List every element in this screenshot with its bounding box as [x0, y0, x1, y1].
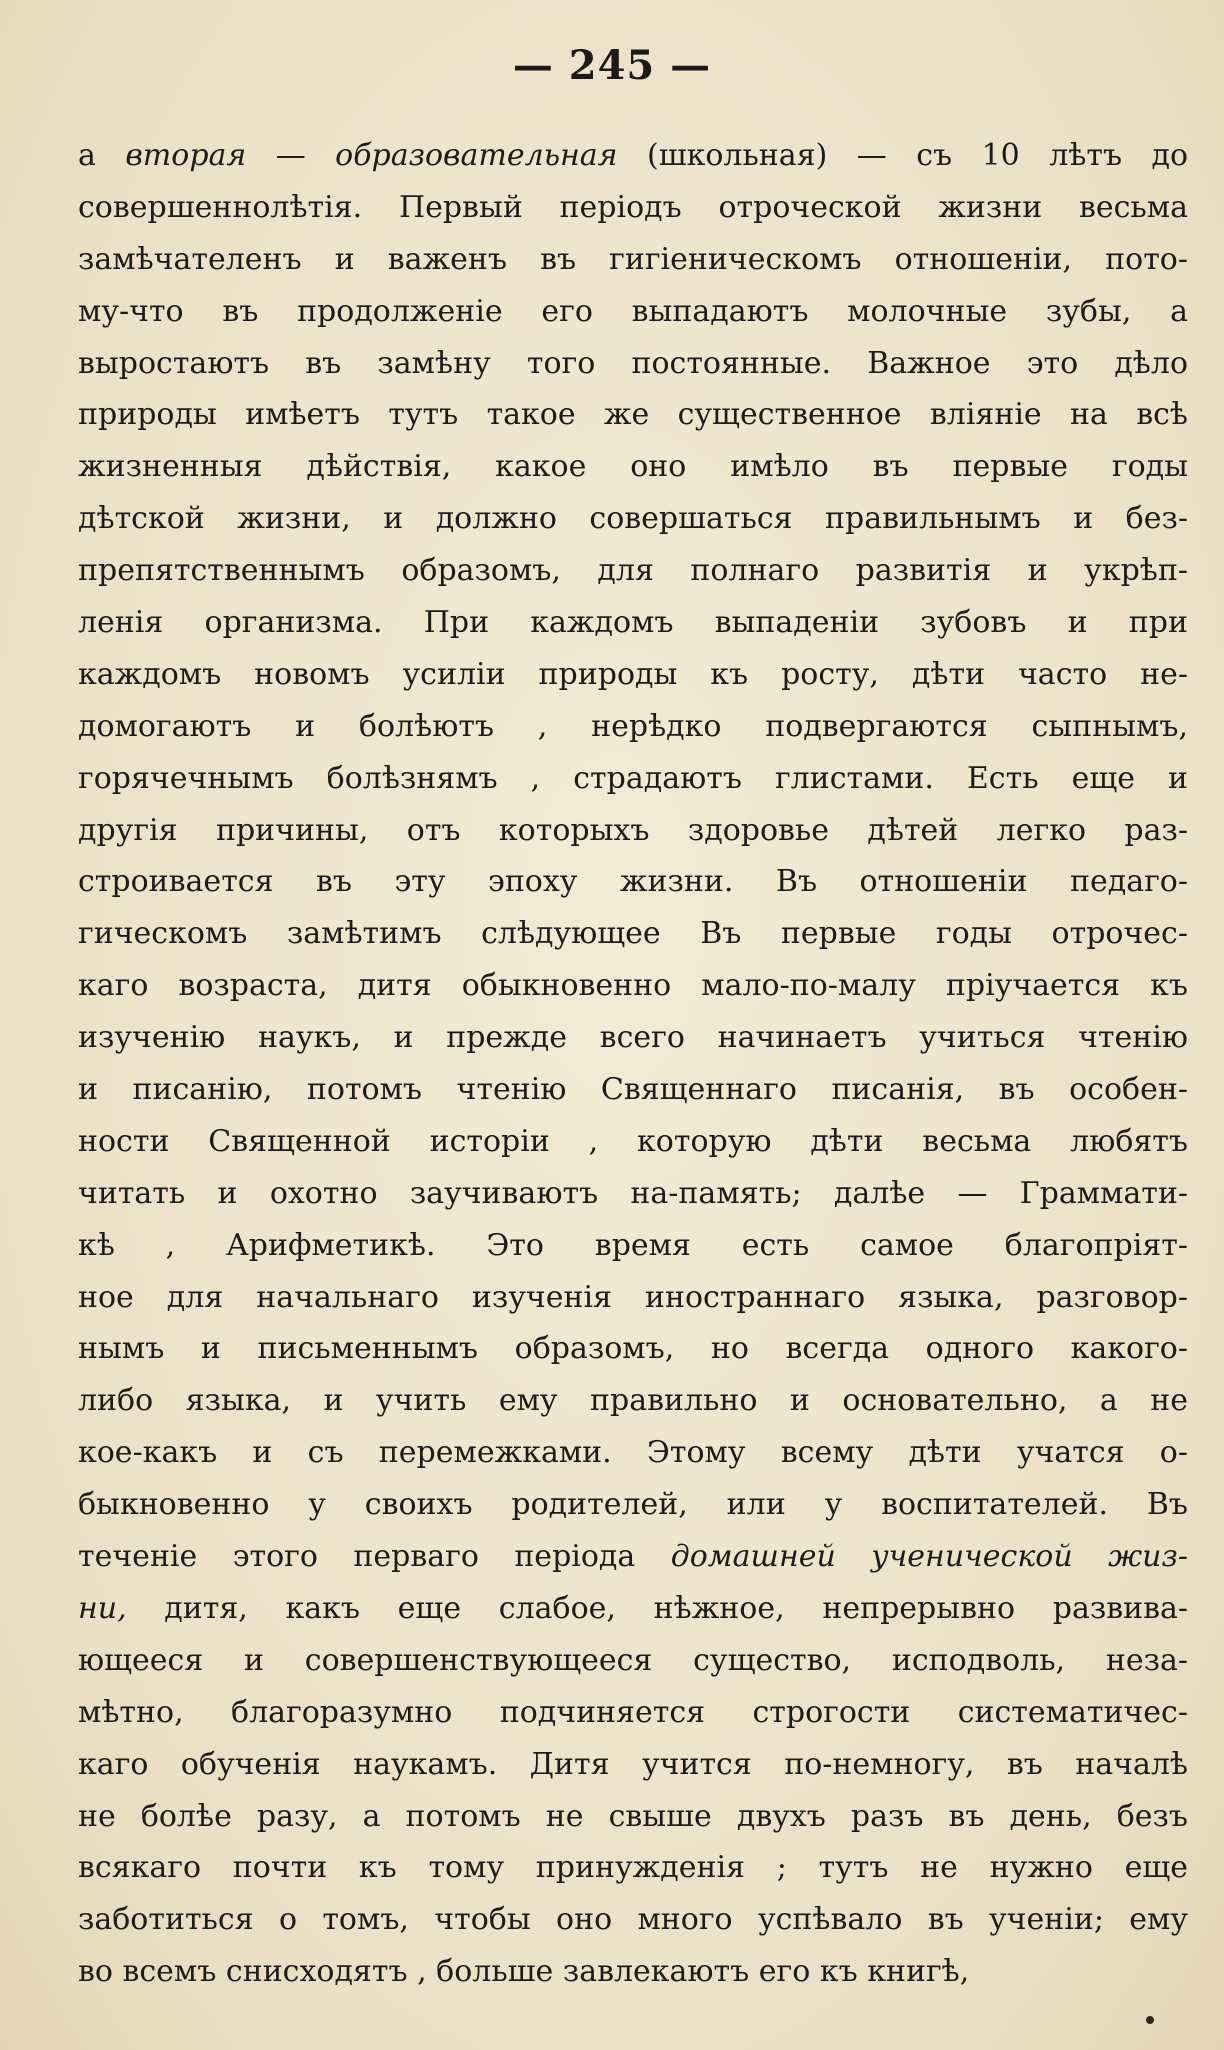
- text-segment: кое-какъ и съ перемежками. Этому всему дѣти учатся о-: [78, 1435, 1188, 1471]
- text-segment: замѣчателенъ и важенъ въ гигіеническомъ отношеніи, пото-: [78, 241, 1188, 277]
- text-segment: препятственнымъ образомъ, для полнаго развитія и укрѣп-: [78, 553, 1188, 589]
- text-line: [78, 1012, 1188, 1064]
- text-segment: изученію наукъ, и прежде всего начинаетъ учиться чтенію: [78, 1020, 1188, 1056]
- text-line: [78, 389, 1188, 441]
- text-segment: другія причины, отъ которыхъ здоровье дѣтей легко раз-: [78, 812, 1188, 848]
- text-segment: теченіе этого перваго періода: [78, 1539, 671, 1575]
- text-segment: заботиться о томъ, чтобы оно много успѣвало въ ученіи; ему: [78, 1902, 1188, 1938]
- text-segment: всякаго почти къ тому принужденія ; тутъ не нужно еще: [78, 1850, 1188, 1886]
- text-segment: каго возраста, дитя обыкновенно мало-по-малу пріучается къ: [78, 968, 1188, 1004]
- text-segment: домогаютъ и болѣютъ , нерѣдко подвергаются сыпнымъ,: [78, 708, 1188, 744]
- body-text: [78, 130, 1188, 1998]
- text-segment: совершеннолѣтія. Первый періодъ отроческой жизни весьма: [78, 189, 1188, 225]
- text-line: [78, 856, 1188, 908]
- text-segment: каждомъ новомъ усиліи природы къ росту, дѣти часто не-: [78, 656, 1188, 692]
- text-segment: ющееся и совершенствующееся существо, исподволь, неза-: [78, 1642, 1188, 1678]
- text-line: [78, 649, 1188, 701]
- text-line: [78, 1220, 1188, 1272]
- text-line: [78, 1479, 1188, 1531]
- text-line: [78, 286, 1188, 338]
- text-line: [78, 1635, 1188, 1687]
- text-line: [78, 493, 1188, 545]
- text-segment: и писанію, потомъ чтенію Священнаго писанія, въ особен-: [78, 1072, 1188, 1108]
- text-line: [78, 597, 1188, 649]
- page-number: — 245 —: [512, 42, 712, 89]
- text-segment: строивается въ эту эпоху жизни. Въ отношеніи педаго-: [78, 864, 1188, 900]
- text-line: [78, 182, 1188, 234]
- italic-text: вторая — образовательная: [125, 138, 618, 173]
- text-line: [78, 1842, 1188, 1894]
- italic-text: ни,: [78, 1590, 127, 1626]
- text-line: [78, 1168, 1188, 1220]
- text-line: [78, 1323, 1188, 1375]
- text-segment: дитя, какъ еще слабое, нѣжное, непрерывно развива-: [126, 1590, 1188, 1626]
- text-segment: гическомъ замѣтимъ слѣдующее Въ первые годы отрочес-: [78, 916, 1188, 952]
- text-line: [78, 130, 1188, 182]
- text-line: [78, 1531, 1188, 1583]
- text-line: [78, 1116, 1188, 1168]
- text-line: [78, 441, 1188, 493]
- text-line: [78, 1791, 1188, 1843]
- text-segment: а: [78, 138, 126, 173]
- text-segment: дѣтской жизни, и должно совершаться правильнымъ и без-: [78, 501, 1188, 537]
- text-line: [78, 1946, 1188, 1998]
- text-segment: жизненныя дѣйствія, какое оно имѣло въ первые годы: [78, 449, 1188, 485]
- italic-text: домашней ученической жиз-: [670, 1539, 1188, 1575]
- text-line: [78, 701, 1188, 753]
- text-segment: му-что въ продолженіе его выпадаютъ молочные зубы, а: [78, 293, 1188, 329]
- text-segment: природы имѣетъ тутъ такое же существенное вліяніе на всѣ: [78, 397, 1188, 433]
- text-line: [78, 805, 1188, 857]
- text-line: [78, 1375, 1188, 1427]
- text-line: [78, 234, 1188, 286]
- text-segment: ности Священной исторіи , которую дѣти весьма любятъ: [78, 1123, 1188, 1159]
- text-segment: кѣ , Арифметикѣ. Это время есть самое благопріят-: [78, 1227, 1188, 1263]
- text-line: [78, 1583, 1188, 1635]
- text-segment: горячечнымъ болѣзнямъ , страдаютъ глистами. Есть еще и: [78, 760, 1188, 796]
- text-line: [78, 753, 1188, 805]
- text-line: [78, 1739, 1188, 1791]
- text-line: [78, 960, 1188, 1012]
- text-segment: не болѣе разу, а потомъ не свыше двухъ разъ въ день, безъ: [78, 1798, 1188, 1834]
- text-segment: ное для начальнаго изученія иностраннаго языка, разговор-: [78, 1279, 1188, 1315]
- text-line: [78, 1687, 1188, 1739]
- text-segment: либо языка, и учить ему правильно и основательно, а не: [78, 1383, 1188, 1419]
- text-segment: во всемъ снисходятъ , больше завлекаютъ его къ книгѣ,: [78, 1954, 970, 1990]
- text-line: [78, 1427, 1188, 1479]
- text-line: [78, 1064, 1188, 1116]
- printer-mark: [1146, 2016, 1154, 2024]
- text-line: [78, 908, 1188, 960]
- text-line: [78, 1272, 1188, 1324]
- text-line: [78, 338, 1188, 390]
- text-segment: мѣтно, благоразумно подчиняется строгости систематичес-: [78, 1694, 1188, 1730]
- text-segment: каго обученія наукамъ. Дитя учится по-немногу, въ началѣ: [78, 1746, 1188, 1782]
- text-line: [78, 545, 1188, 597]
- text-segment: быкновенно у своихъ родителей, или у воспитателей. Въ: [78, 1487, 1188, 1523]
- text-line: [78, 1894, 1188, 1946]
- text-segment: (школьная) — съ 10 лѣтъ до: [617, 138, 1188, 173]
- text-segment: выростаютъ въ замѣну того постоянные. Важное это дѣло: [78, 345, 1188, 381]
- text-segment: ленія организма. При каждомъ выпаденіи зубовъ и при: [78, 605, 1188, 641]
- text-segment: нымъ и письменнымъ образомъ, но всегда одного какого-: [78, 1331, 1188, 1367]
- text-segment: читать и охотно заучиваютъ на-память; далѣе — Граммати-: [78, 1175, 1188, 1211]
